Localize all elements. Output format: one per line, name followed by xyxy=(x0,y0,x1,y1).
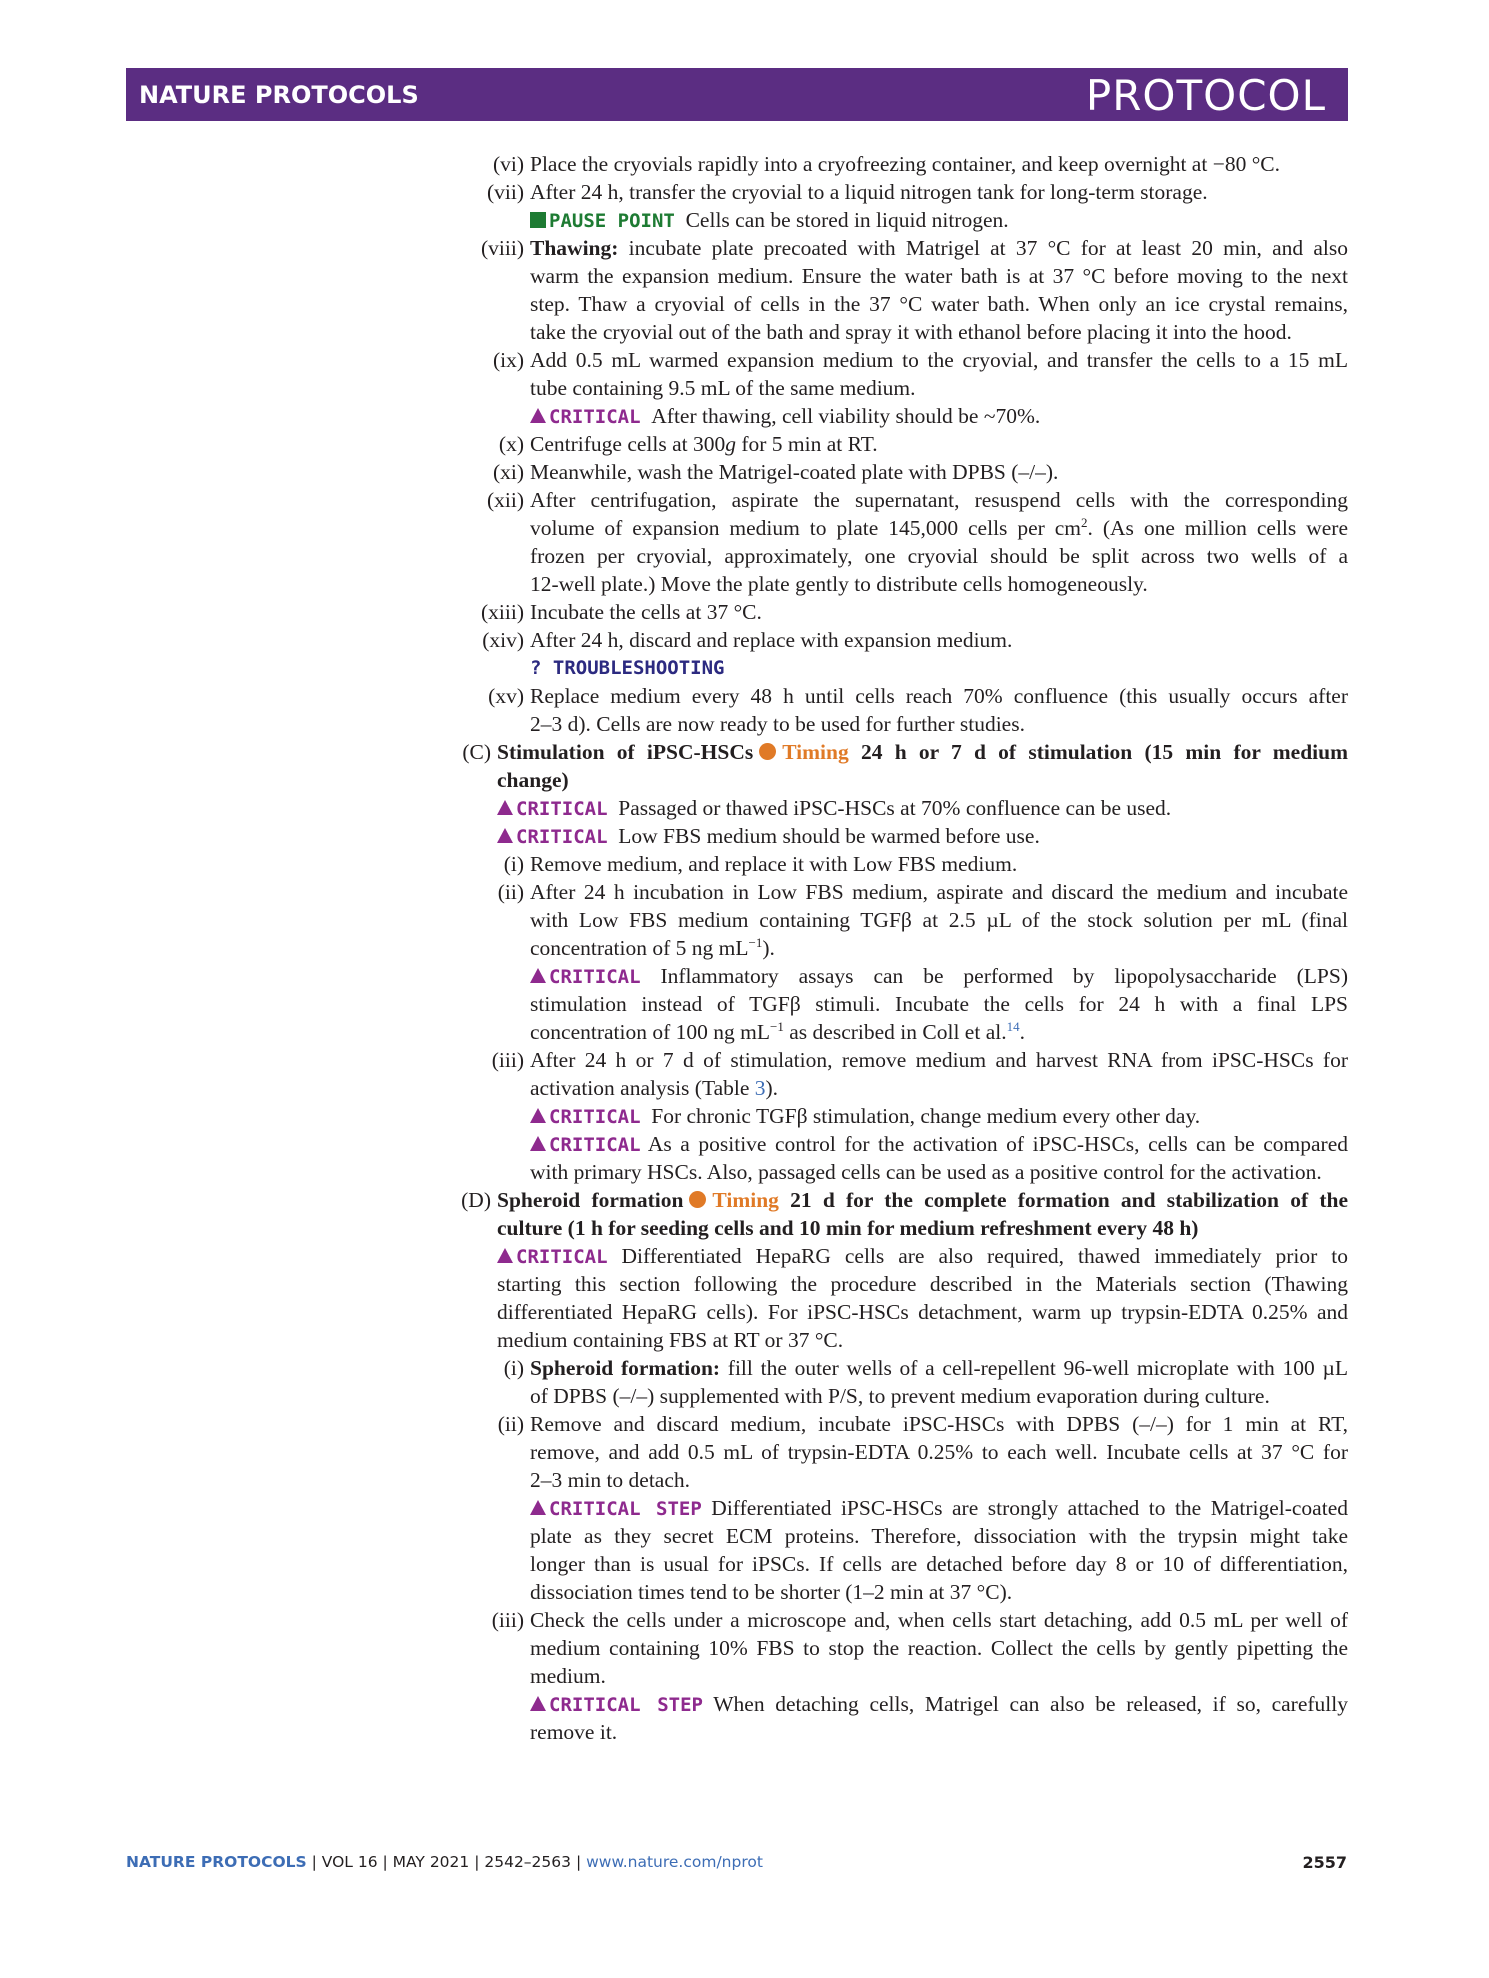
step-text: warm the expansion medium. Ensure the water bath is at 37 °C before moving to the next xyxy=(530,264,1348,288)
step-text-part: ). xyxy=(762,936,775,960)
step-text xyxy=(530,934,775,962)
step-text-part: fill the outer wells of a cell-repellent 96-well microplate with 100 µL xyxy=(727,1356,1348,1380)
critical-text: Low FBS medium should be warmed before use. xyxy=(618,824,1040,848)
step-number: (iii) xyxy=(491,1608,524,1632)
page-number: 2557 xyxy=(1302,1853,1347,1872)
warning-triangle-icon xyxy=(530,1108,546,1123)
critical-text-part: as described in Coll et al. xyxy=(783,1020,1007,1044)
step-text: Incubate the cells at 37 °C. xyxy=(530,600,762,624)
critical-step-label: CRITICAL STEP xyxy=(549,1694,703,1716)
step-text: tube containing 9.5 mL of the same medium. xyxy=(530,376,916,400)
article-type: PROTOCOL xyxy=(1085,71,1326,120)
step-number: (i) xyxy=(503,1356,524,1380)
critical-text: Inflammatory assays can be performed by lipopolysaccharide (LPS) xyxy=(660,964,1349,988)
timing-text: 24 h or 7 d of stimulation (15 min for medium xyxy=(860,740,1348,764)
step-text xyxy=(530,514,1348,542)
step-number: (iii) xyxy=(491,1048,524,1072)
section-heading xyxy=(497,1186,1348,1214)
footer-date: MAY 2021 xyxy=(392,1853,470,1871)
critical-note xyxy=(530,1130,1348,1159)
step-text-part: incubate plate precoated with Matrigel at 37 °C for at least 20 min, and also xyxy=(628,236,1348,260)
section-letter: (D) xyxy=(461,1188,491,1212)
critical-text: differentiated HepaRG cells). For iPSC-HSCs detachment, warm up trypsin-EDTA 0.25% and xyxy=(497,1300,1348,1324)
superscript: 2 xyxy=(1081,514,1088,530)
timing-dot-icon xyxy=(689,1191,706,1208)
troubleshooting-link[interactable]: ? TROUBLESHOOTING xyxy=(530,657,725,679)
warning-triangle-icon xyxy=(530,1136,546,1151)
step-text: medium containing 10% FBS to stop the reaction. Collect the cells by gently pipetting the xyxy=(530,1636,1348,1660)
critical-text: with primary HSCs. Also, passaged cells can be used as a positive control for the activation. xyxy=(530,1160,1322,1184)
step-text: Check the cells under a microscope and, when cells start detaching, add 0.5 mL per well of xyxy=(530,1608,1348,1632)
step-text: 2–3 min to detach. xyxy=(530,1468,691,1492)
step-number: (i) xyxy=(503,852,524,876)
critical-note xyxy=(497,822,1040,851)
journal-name: NATURE PROTOCOLS xyxy=(139,81,419,109)
critical-text: When detaching cells, Matrigel can also be released, if so, carefully xyxy=(713,1692,1348,1716)
superscript: −1 xyxy=(748,934,763,950)
critical-note xyxy=(530,402,1040,431)
timing-dot-icon xyxy=(759,743,776,760)
step-text-part: for 5 min at RT. xyxy=(735,432,878,456)
critical-label: CRITICAL xyxy=(516,1246,608,1268)
step-number: (viii) xyxy=(481,236,524,260)
step-text: frozen per cryovial, approximately, one cryovial should be split across two wells of a xyxy=(530,544,1348,568)
step-text xyxy=(530,1074,778,1102)
critical-text: For chronic TGFβ stimulation, change medium every other day. xyxy=(651,1104,1201,1128)
section-heading-cont: change) xyxy=(497,768,569,792)
critical-label: CRITICAL xyxy=(549,966,641,988)
step-text: Replace medium every 48 h until cells reach 70% confluence (this usually occurs after xyxy=(530,684,1348,708)
critical-step-note xyxy=(530,1494,1348,1523)
step-number: (vii) xyxy=(486,180,524,204)
step-number: (ii) xyxy=(497,880,524,904)
step-number: (x) xyxy=(498,432,524,456)
critical-text: As a positive control for the activation of iPSC-HSCs, cells can be compared xyxy=(647,1132,1348,1156)
critical-step-note xyxy=(530,1690,1348,1719)
step-text: remove, and add 0.5 mL of trypsin-EDTA 0.25% to each well. Incubate cells at 37 °C for xyxy=(530,1440,1348,1464)
superscript: −1 xyxy=(770,1018,784,1034)
critical-note xyxy=(530,962,1348,991)
step-text: After 24 h incubation in Low FBS medium, aspirate and discard the medium and incubate xyxy=(530,880,1348,904)
critical-text-part: . xyxy=(1019,1020,1025,1044)
square-icon xyxy=(530,212,546,228)
step-keyword: Spheroid formation: xyxy=(530,1356,721,1380)
critical-text-part: concentration of 100 ng mL xyxy=(530,1020,771,1044)
step-text: step. Thaw a cryovial of cells in the 37 °C water bath. When only an ice crystal remains, xyxy=(530,292,1348,316)
step-text: Meanwhile, wash the Matrigel-coated plate with DPBS (–/–). xyxy=(530,460,1059,484)
step-text: take the cryovial out of the bath and spray it with ethanol before placing it into the hood. xyxy=(530,320,1292,344)
pause-point-label: PAUSE POINT xyxy=(549,210,675,232)
section-letter: (C) xyxy=(462,740,491,764)
footer-pages: 2542–2563 xyxy=(484,1853,572,1871)
step-number: (xv) xyxy=(488,684,524,708)
critical-label: CRITICAL xyxy=(516,798,608,820)
step-number: (vi) xyxy=(492,152,524,176)
section-heading xyxy=(497,738,1348,766)
critical-text: After thawing, cell viability should be ~70%. xyxy=(651,404,1041,428)
critical-text: Passaged or thawed iPSC-HSCs at 70% confluence can be used. xyxy=(618,796,1172,820)
step-text-part: activation analysis (Table xyxy=(530,1076,755,1100)
step-number: (xiv) xyxy=(482,628,524,652)
footer-citation: NATURE PROTOCOLS | VOL 16 | MAY 2021 | 2542–2563 | www.nature.com/nprot xyxy=(126,1853,763,1871)
footer-journal: NATURE PROTOCOLS xyxy=(126,1853,307,1871)
critical-text: Differentiated HepaRG cells are also required, thawed immediately prior to xyxy=(621,1244,1349,1268)
step-text: After centrifugation, aspirate the supernatant, resuspend cells with the corresponding xyxy=(530,488,1348,512)
critical-text: plate as they secret ECM proteins. Therefore, dissociation with the trypsin might take xyxy=(530,1524,1348,1548)
step-text: 2–3 d). Cells are now ready to be used for further studies. xyxy=(530,712,1025,736)
footer-url-link[interactable]: www.nature.com/nprot xyxy=(586,1853,763,1871)
critical-label: CRITICAL xyxy=(549,406,641,428)
step-text-part: concentration of 5 ng mL xyxy=(530,936,749,960)
step-text-part: ). xyxy=(765,1076,779,1100)
critical-label: CRITICAL xyxy=(516,826,608,848)
critical-text xyxy=(530,1018,1025,1046)
critical-text: medium containing FBS at RT or 37 °C. xyxy=(497,1328,844,1352)
step-text: After 24 h, discard and replace with expansion medium. xyxy=(530,628,1013,652)
critical-text: remove it. xyxy=(530,1720,618,1744)
journal-header-bar xyxy=(126,68,1348,121)
step-number: (ii) xyxy=(497,1412,524,1436)
warning-triangle-icon xyxy=(530,968,546,983)
critical-note xyxy=(497,1242,1348,1271)
warning-triangle-icon xyxy=(497,800,513,815)
step-text: Remove medium, and replace it with Low FBS medium. xyxy=(530,852,1018,876)
step-text: 12-well plate.) Move the plate gently to distribute cells homogeneously. xyxy=(530,572,1148,596)
step-text-part: . (As one million cells were xyxy=(1087,516,1348,540)
section-title: Spheroid formation xyxy=(497,1188,684,1212)
pause-point-note xyxy=(530,206,1009,235)
step-text: Place the cryovials rapidly into a cryofreezing container, and keep overnight at −80 °C. xyxy=(530,152,1281,176)
step-number: (xiii) xyxy=(481,600,524,624)
step-number: (ix) xyxy=(492,348,524,372)
critical-label: CRITICAL xyxy=(549,1106,641,1128)
timing-text: 21 d for the complete formation and stabilization of the xyxy=(790,1188,1348,1212)
warning-triangle-icon xyxy=(530,408,546,423)
warning-triangle-icon xyxy=(497,1248,513,1263)
step-text xyxy=(530,430,878,458)
footer-volume: VOL 16 xyxy=(321,1853,378,1871)
section-title: Stimulation of iPSC-HSCs xyxy=(497,740,754,764)
critical-text: longer than is usual for iPSCs. If cells are detached before day 8 or 10 of differentiation, xyxy=(530,1552,1348,1576)
step-text: After 24 h or 7 d of stimulation, remove medium and harvest RNA from iPSC-HSCs for xyxy=(530,1048,1348,1072)
step-text: Remove and discard medium, incubate iPSC-HSCs with DPBS (–/–) for 1 min at RT, xyxy=(530,1412,1348,1436)
critical-label: CRITICAL xyxy=(549,1134,641,1156)
warning-triangle-icon xyxy=(530,1500,546,1515)
table-link[interactable]: 3 xyxy=(754,1076,766,1100)
step-text: of DPBS (–/–) supplemented with P/S, to prevent medium evaporation during culture. xyxy=(530,1384,1270,1408)
step-keyword: Thawing: xyxy=(530,236,619,260)
step-text-part: Centrifuge cells at 300 xyxy=(530,432,726,456)
step-text xyxy=(530,234,1348,262)
step-text-part: volume of expansion medium to plate 145,000 cells per cm xyxy=(530,516,1082,540)
step-text: with Low FBS medium containing TGFβ at 2.5 µL of the stock solution per mL (final xyxy=(530,908,1348,932)
critical-note xyxy=(530,1102,1200,1131)
critical-text: stimulation instead of TGFβ stimuli. Incubate the cells for 24 h with a final LPS xyxy=(530,992,1348,1016)
pause-point-text: Cells can be stored in liquid nitrogen. xyxy=(685,208,1009,232)
critical-text: Differentiated iPSC-HSCs are strongly attached to the Matrigel-coated xyxy=(711,1496,1348,1520)
critical-note xyxy=(497,794,1171,823)
critical-text: dissociation times tend to be shorter (1–2 min at 37 °C). xyxy=(530,1580,1013,1604)
step-text: Add 0.5 mL warmed expansion medium to the cryovial, and transfer the cells to a 15 mL xyxy=(530,348,1348,372)
critical-step-label: CRITICAL STEP xyxy=(549,1498,702,1520)
step-text: After 24 h, transfer the cryovial to a liquid nitrogen tank for long-term storage. xyxy=(530,180,1208,204)
step-number: (xii) xyxy=(486,488,524,512)
warning-triangle-icon xyxy=(530,1696,546,1711)
step-text: medium. xyxy=(530,1664,606,1688)
reference-link[interactable]: 14 xyxy=(1006,1018,1020,1034)
critical-text: starting this section following the procedure described in the Materials section (Thawing xyxy=(497,1272,1348,1296)
step-number: (xi) xyxy=(492,460,524,484)
warning-triangle-icon xyxy=(497,828,513,843)
step-text xyxy=(530,1354,1348,1382)
step-text-italic: g xyxy=(725,432,736,456)
timing-label: Timing xyxy=(782,740,849,764)
section-heading-cont: culture (1 h for seeding cells and 10 min for medium refreshment every 48 h) xyxy=(497,1216,1199,1240)
timing-label: Timing xyxy=(712,1188,779,1212)
